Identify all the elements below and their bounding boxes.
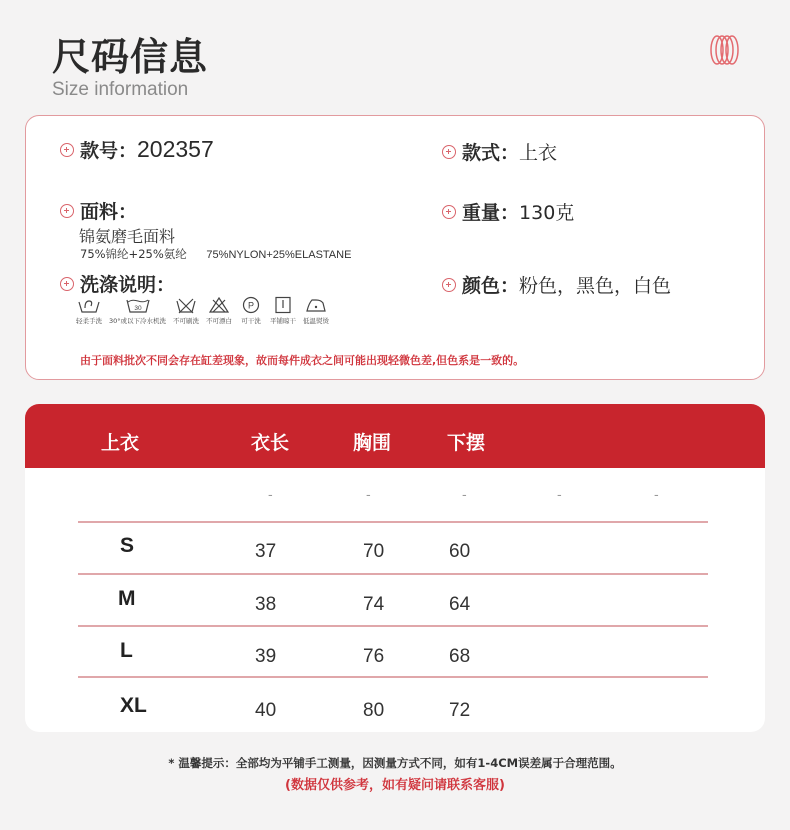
machine-wash-30-icon: [126, 296, 150, 314]
weight-value: 130克: [519, 202, 575, 224]
care-item: [76, 296, 102, 325]
care-item: [303, 296, 329, 325]
flat-dry-icon: [271, 296, 295, 314]
plus-circle-icon: [60, 277, 74, 291]
fabric-description: 锦氨磨毛面料: [79, 227, 176, 246]
plus-circle-icon: [60, 204, 74, 218]
size-s-label: S: [120, 534, 135, 557]
placeholder-cell: -: [366, 488, 371, 503]
style-field: [442, 138, 557, 165]
length-cell: 38: [255, 594, 277, 615]
care-item: [109, 296, 166, 325]
no-bleach-wash-icon: [174, 296, 198, 314]
item-number-label: 款号：: [80, 140, 138, 162]
page-title: 尺码信息: [52, 35, 209, 79]
placeholder-cell: -: [462, 488, 467, 503]
care-label: 低温熨烫: [303, 317, 330, 325]
fabric-composition-cn: 75%锦纶+25%氨纶: [80, 247, 187, 261]
placeholder-cell: -: [557, 488, 562, 503]
placeholder-cell: -: [268, 488, 273, 503]
chest-cell: 70: [363, 541, 385, 562]
hem-cell: 68: [449, 646, 471, 667]
measurement-tip: * 温馨提示：全部均为平铺手工测量，因测量方式不同，如有1-4CM误差属于合理范围。: [168, 756, 622, 770]
care-item: [206, 296, 232, 325]
row-divider: [78, 521, 708, 523]
care-item: [239, 296, 263, 325]
header-top: 上衣: [101, 432, 140, 454]
header-length: 衣长: [251, 432, 290, 454]
wash-temp-mark: 30: [133, 305, 142, 312]
care-item: [270, 296, 296, 325]
hem-cell: 60: [449, 541, 471, 562]
plus-circle-icon: [442, 278, 456, 292]
dry-clean-mark: P: [248, 300, 255, 311]
page-subtitle: Size information: [52, 79, 189, 100]
size-xl-label: XL: [120, 694, 147, 717]
color-label: 颜色：: [462, 275, 520, 297]
length-cell: 39: [255, 646, 277, 667]
chest-cell: 76: [363, 646, 385, 667]
chest-cell: 74: [363, 594, 385, 615]
washing-field: [60, 270, 175, 297]
reference-note: (数据仅供参考，如有疑问请联系客服): [285, 778, 505, 793]
fabric-composition-en: 75%NYLON+25%ELASTANE: [206, 249, 352, 261]
color-variance-notice: 由于面料批次不同会存在缸差现象，故而每件成衣之间可能出现轻微色差,但色系是一致的。: [80, 354, 525, 367]
hem-cell: 72: [449, 700, 471, 721]
care-instructions: [76, 296, 336, 325]
washing-label: 洗涤说明：: [80, 274, 176, 296]
color-value: 粉色，黑色，白色: [519, 275, 672, 297]
plus-circle-icon: [442, 145, 456, 159]
care-label: 平铺晾干: [270, 317, 297, 325]
item-number-field: [60, 136, 214, 163]
header-hem: 下摆: [447, 432, 486, 454]
color-field: [442, 271, 671, 298]
care-label: 30°或以下冷水机洗: [109, 317, 167, 325]
chest-cell: 80: [363, 700, 385, 721]
fabric-field: [60, 197, 137, 224]
size-table: [25, 404, 765, 732]
dry-clean-icon: [239, 296, 263, 314]
fabric-label: 面料：: [80, 201, 138, 223]
size-m-label: M: [118, 587, 136, 610]
weight-field: [442, 198, 574, 225]
style-label: 款式：: [462, 142, 520, 164]
hem-cell: 64: [449, 594, 471, 615]
fabric-composition: [80, 246, 351, 262]
decorative-rings-icon: [708, 34, 742, 66]
care-label: 可干洗: [241, 317, 261, 325]
style-value: 上衣: [519, 142, 558, 164]
care-label: 轻柔手洗: [76, 317, 102, 325]
row-divider: [78, 625, 708, 627]
no-bleach-icon: [207, 296, 231, 314]
placeholder-cell: -: [654, 488, 659, 503]
item-number-value: 202357: [137, 136, 214, 162]
length-cell: 40: [255, 700, 277, 721]
hand-wash-icon: [77, 296, 101, 314]
care-label: 不可刷洗: [173, 317, 200, 325]
plus-circle-icon: [442, 205, 456, 219]
size-l-label: L: [120, 639, 133, 662]
header-chest: 胸围: [353, 432, 392, 454]
row-divider: [78, 573, 708, 575]
weight-label: 重量：: [462, 202, 520, 224]
low-iron-icon: [304, 296, 328, 314]
length-cell: 37: [255, 541, 277, 562]
row-divider: [78, 676, 708, 678]
plus-circle-icon: [60, 143, 74, 157]
care-label: 不可漂白: [206, 317, 233, 325]
care-item: [173, 296, 199, 325]
